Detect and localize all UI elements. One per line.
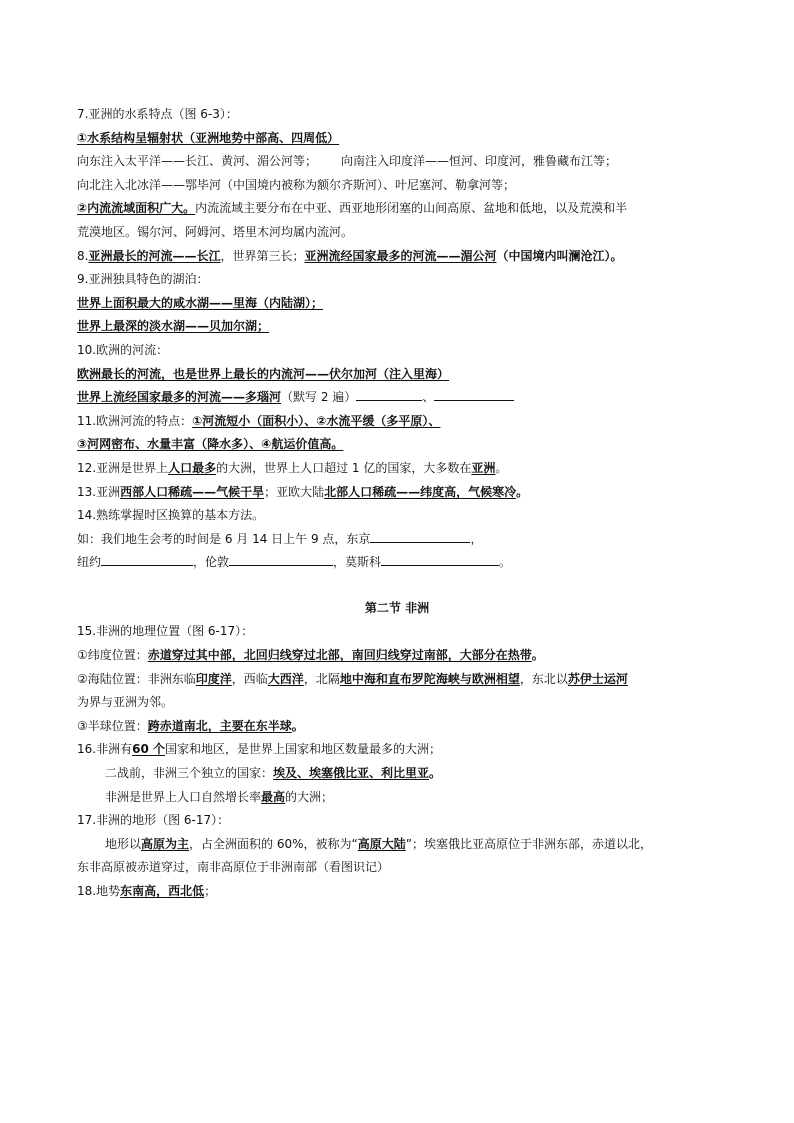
newyork-time-blank[interactable] bbox=[101, 553, 193, 566]
item-7-point-2-cont: 荒漠地区。锡尔河、阿姆河、塔里木河均属内流河。 bbox=[77, 224, 354, 239]
item-18: 18.地势东南高，西北低； bbox=[77, 884, 217, 898]
item-17-heading: 17.非洲的地形（图 6-17）： bbox=[77, 813, 230, 828]
london-time-blank[interactable] bbox=[229, 553, 333, 566]
item-14: 14.熟练掌握时区换算的基本方法。 bbox=[77, 508, 265, 523]
item-11: 11.欧洲河流的特点：①河流短小（面积小）、②水流平缓（多平原）、 bbox=[77, 413, 441, 428]
item-10-river-2: 世界上流经国家最多的河流——多瑙河（默写 2 遍） 、 bbox=[77, 386, 754, 410]
item-17-body: 地形以高原为主，占全洲面积的 60%，被称为“高原大陆”；埃塞俄比亚高原位于非洲东部，赤道以北， bbox=[105, 836, 652, 851]
item-7-point-2: ②内流流域面积广大。内流流域主要分布在中亚、西亚地形闭塞的山间高原、盆地和低地，以及荒漠和半 bbox=[77, 201, 628, 216]
item-13: 13.亚洲西部人口稀疏——气候干旱；亚欧大陆北部人口稀疏——纬度高，气候寒冷。 bbox=[77, 484, 529, 499]
item-17-body-cont: 东非高原被赤道穿过，南非高原位于非洲南部（看图识记） bbox=[77, 860, 390, 875]
tokyo-time-blank[interactable] bbox=[370, 530, 470, 543]
item-11-cont: ③河网密布、水量丰富（降水多）、④航运价值高。 bbox=[77, 437, 344, 452]
item-7-point-1: ①水系结构呈辐射状（亚洲地势中部高、四周低） bbox=[77, 130, 340, 145]
dictation-blank-1[interactable] bbox=[356, 388, 422, 401]
item-15-sea-land-cont: 为界与亚洲为邻。 bbox=[77, 695, 174, 710]
item-9-lake-2: 世界上最深的淡水湖——贝加尔湖； bbox=[77, 319, 270, 334]
item-8: 8.亚洲最长的河流——长江，世界第三长；亚洲流经国家最多的河流——湄公河（中国境内叫澜沧江）。 bbox=[77, 248, 623, 263]
item-7-east-south: 向东注入太平洋——长江、黄河、湄公河等； 向南注入印度洋——恒河、印度河，雅鲁藏布江等； bbox=[77, 154, 618, 169]
dictation-blank-2[interactable] bbox=[434, 388, 514, 401]
item-15-heading: 15.非洲的地理位置（图 6-17）： bbox=[77, 624, 254, 639]
moscow-time-blank[interactable] bbox=[381, 553, 499, 566]
item-12: 12.亚洲是世界上人口最多的大洲，世界上人口超过 1 亿的国家，大多数在亚洲。 bbox=[77, 460, 508, 475]
item-9-heading: 9.亚洲独具特色的湖泊： bbox=[77, 272, 209, 287]
item-15-hemisphere: ③半球位置：跨赤道南北，主要在东半球。 bbox=[77, 718, 304, 733]
item-15-sea-land: ②海陆位置：非洲东临印度洋，西临大西洋，北隔地中海和直布罗陀海峡与欧洲相望，东北以苏伊士运河 bbox=[77, 671, 628, 686]
item-7-north: 向北注入北冰洋——鄂毕河（中国境内被称为额尔齐斯河）、叶尼塞河、勒拿河等； bbox=[77, 177, 516, 192]
item-14-example: 如：我们地生会考的时间是 6 月 14 日上午 9 点，东京 ， bbox=[77, 531, 483, 546]
section-title-africa: 第二节 非洲 bbox=[364, 600, 430, 615]
item-10-river-1: 欧洲最长的河流，也是世界上最长的内流河——伏尔加河（注入里海） bbox=[77, 366, 450, 381]
item-7-heading: 7.亚洲的水系特点（图 6-3）： bbox=[77, 107, 238, 121]
item-14-example-cont: 纽约 ，伦敦 ，莫斯科 。 bbox=[77, 555, 512, 570]
item-9-lake-1: 世界上面积最大的咸水湖——里海（内陆湖）； bbox=[77, 295, 324, 310]
item-16-independent: 二战前，非洲三个独立的国家：埃及、埃塞俄比亚、利比里亚。 bbox=[105, 766, 442, 781]
item-15-latitude: ①纬度位置：赤道穿过其中部，北回归线穿过北部，南回归线穿过南部，大部分在热带。 bbox=[77, 648, 544, 663]
item-16: 16.非洲有60 个国家和地区，是世界上国家和地区数量最多的大洲； bbox=[77, 742, 441, 757]
item-16-growth: 非洲是世界上人口自然增长率最高的大洲； bbox=[105, 789, 334, 804]
item-10-heading: 10.欧洲的河流： bbox=[77, 342, 169, 357]
